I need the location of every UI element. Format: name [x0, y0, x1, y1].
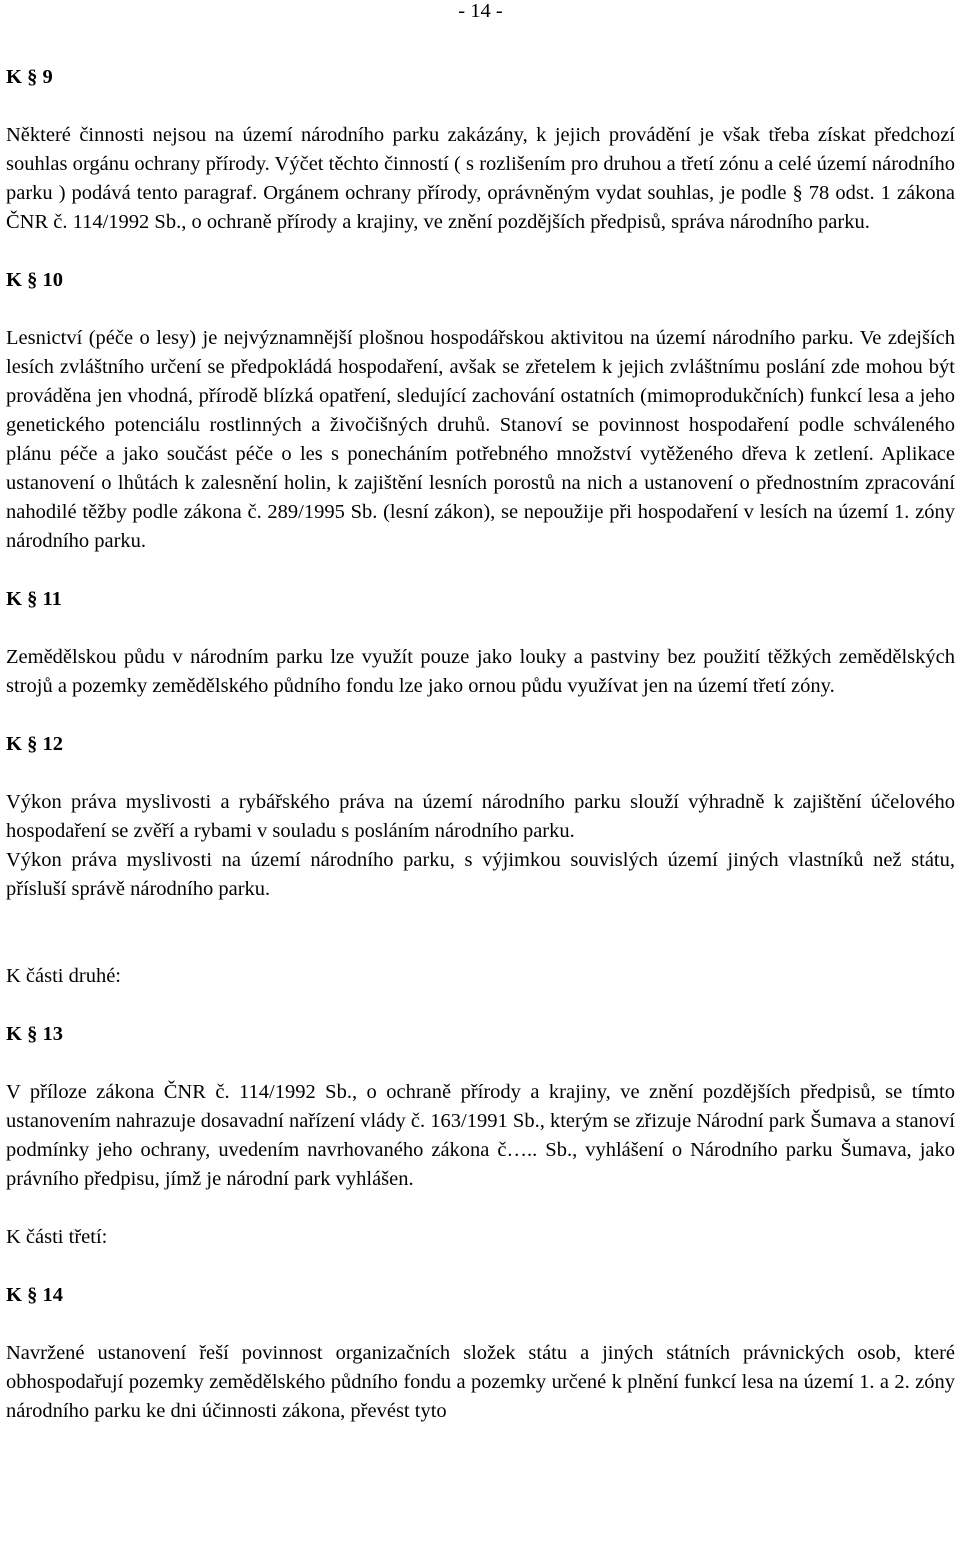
part-two-heading: K části druhé:: [6, 965, 121, 987]
section-heading-14: K § 14: [6, 1284, 63, 1306]
section-heading-12: K § 12: [6, 733, 63, 755]
section-paragraph-13: V příloze zákona ČNR č. 114/1992 Sb., o ochraně přírody a krajiny, ve znění pozdějších předpisů, se tímto ustanovením nahrazuje dosavadní nařízení vlády č. 163/1991 Sb., kterým se zřizuje Národní park Šumava a stanoví podmínky jeho ochrany, uvedením navrhovaného zákona č….. Sb., vyhlášení o Národního parku Šumava, jako právního předpisu, jímž je národní park vyhlášen.: [6, 1081, 955, 1190]
section-paragraph-14: Navržené ustanovení řeší povinnost organizačních složek státu a jiných státních právnických osob, které obhospodařují pozemky zemědělského půdního fondu a pozemky určené k plnění funkcí lesa na území 1. a 2. zóny národního parku ke dni účinnosti zákona, převést tyto: [6, 1342, 955, 1422]
section-heading-10: K § 10: [6, 269, 63, 291]
page-number: - 14 -: [458, 0, 503, 22]
section-paragraph-11: Zemědělskou půdu v národním parku lze využít pouze jako louky a pastviny bez použití těžkých zemědělských strojů a pozemky zemědělského půdního fondu lze jako ornou půdu využívat jen na území třetí zóny.: [6, 646, 955, 697]
section-paragraph-10: Lesnictví (péče o lesy) je nejvýznamnější plošnou hospodářskou aktivitou na území národního parku. Ve zdejších lesích zvláštního určení se předpokládá hospodaření, avšak se zřetelem k jejich zvláštnímu poslání zde mohou být prováděna jen vhodná, přírodě blízká opatření, sledující zachování ostatních (mimoprodukčních) funkcí lesa a jeho genetického potenciálu rostlinných a živočišných druhů. Stanoví se povinnost hospodaření podle schváleného plánu péče a jako součást péče o les s ponecháním potřebného množství vytěženého dřeva k zetlení. Aplikace ustanovení o lhůtách k zalesnění holin, k zajištění lesních porostů na nich a ustanovení o přednostním zpracování nahodilé těžby podle zákona č. 289/1995 Sb. (lesní zákon), se nepoužije při hospodaření v lesích na území 1. zóny národního parku.: [6, 327, 955, 552]
section-paragraph-9: Některé činnosti nejsou na území národního parku zakázány, k jejich provádění je však třeba získat předchozí souhlas orgánu ochrany přírody. Výčet těchto činností ( s rozlišením pro druhou a třetí zónu a celé území národního parku ) podává tento paragraf. Orgánem ochrany přírody, oprávněným vydat souhlas, je podle § 78 odst. 1 zákona ČNR č. 114/1992 Sb., o ochraně přírody a krajiny, ve znění pozdějších předpisů, správa národního parku.: [6, 124, 955, 233]
section-paragraph-12a: Výkon práva myslivosti a rybářského práva na území národního parku slouží výhradně k zajištění účelového hospodaření se zvěří a rybami v souladu s posláním národního parku.: [6, 791, 955, 842]
section-heading-11: K § 11: [6, 588, 62, 610]
document-page: [6, 0, 955, 1426]
section-heading-9: K § 9: [6, 66, 53, 88]
part-three-heading: K části třetí:: [6, 1226, 108, 1248]
section-paragraph-12b: Výkon práva myslivosti na území národního parku, s výjimkou souvislých území jiných vlastníků než státu, přísluší správě národního parku.: [6, 849, 955, 900]
section-heading-13: K § 13: [6, 1023, 63, 1045]
